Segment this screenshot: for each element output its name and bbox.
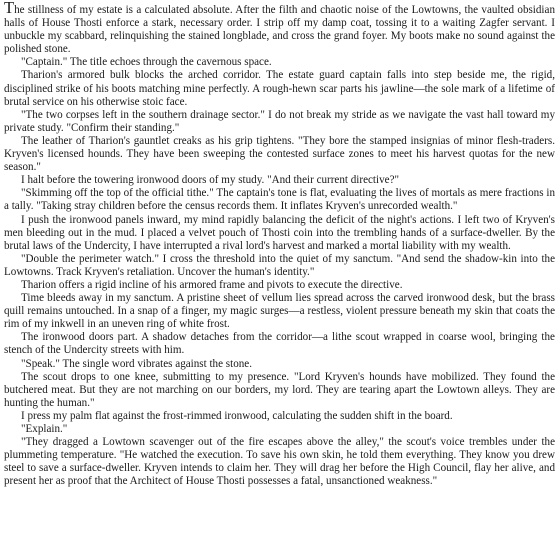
paragraph-3: Tharion's armored bulk blocks the arched corridor. The estate guard captain falls into step beside me, the rigid, disciplined strike of his boots matching mine perfectly. A rough-hewn scar parts his jawline—the sole mark of a lifetime of brutal service on his otherwise stoic face. [4, 69, 555, 108]
paragraph-17: "They dragged a Lowtown scavenger out of the fire escapes above the alley," the scout's voice trembles under the plummeting temperature. "He watched the execution. To save his own skin, he told them everything. They know you drew steel to save a surface-dweller. Kryven intends to claim her. They will drag her before the High Council, flay her alive, and present her as proof that the Architect of House Thosti possesses a fatal, unsanctioned weakness." [4, 436, 555, 488]
paragraph-7: "Skimming off the top of the official tithe." The captain's tone is flat, evaluating the lives of mortals as mere fractions in a tally. "Taking stray children before the census records them. It inflates Kryven's unrecorded wealth." [4, 187, 555, 213]
paragraph-12: The ironwood doors part. A shadow detaches from the corridor—a lithe scout wrapped in coarse wool, bringing the stench of the Undercity streets with him. [4, 331, 555, 357]
paragraph-6: I halt before the towering ironwood doors of my study. "And their current directive?" [21, 174, 400, 187]
paragraph-14: The scout drops to one knee, submitting to my presence. "Lord Kryven's hounds have mobilized. They found the butchered meat. But they are not marching on our borders, my lord. They are tearing apart the Lowtown alleys. They are hunting the human." [4, 370, 555, 409]
paragraph-11: Time bleeds away in my sanctum. A pristine sheet of vellum lies spread across the carved ironwood desk, but the brass quill remains untouched. In a snap of a finger, my magic surges—a restless, violent pressure beneath my skin that coats the rim of my inkwell in an uneven ring of white frost. [4, 292, 555, 331]
paragraph-2: "Captain." The title echoes through the cavernous space. [21, 56, 272, 69]
paragraph-10: Tharion offers a rigid incline of his armored frame and pivots to execute the directive. [21, 278, 403, 291]
paragraph-1-text: he stillness of my estate is a calculated absolute. After the filth and chaotic noise of the Lowtowns, the vaulted obsidian halls of House Thosti enforce a stark, necessary order. I strip off my damp coat, tossing it to a waiting Zagfer servant. I unbuckle my scabbard, relinquishing the stained longblade, and cross the grand foyer. My boots make no sound against the polished stone. [4, 4, 555, 56]
drop-cap: T [4, 0, 15, 17]
paragraph-8: I push the ironwood panels inward, my mind rapidly balancing the deficit of the night's actions. I left two of Kryven's men bleeding out in the mud. I placed a velvet pouch of Thosti coin into the trembling hands of a surface-dweller. By the brutal laws of the Undercity, I have interrupted a rival lord's harvest and marked a mortal liability with my wealth. [4, 213, 555, 252]
paragraph-4: "The two corpses left in the southern drainage sector." I do not break my stride as we navigate the vast hall toward my private study. "Confirm their standing." [4, 108, 555, 134]
paragraph-16: "Explain." [21, 423, 68, 435]
paragraph-1 [4, 2, 555, 56]
paragraph-13: "Speak." The single word vibrates against the stone. [21, 357, 252, 370]
paragraph-5: The leather of Tharion's gauntlet creaks as his grip tightens. "They bore the stamped insignias of minor flesh-traders. Kryven's licensed hounds. They have been sweeping the contested surface zones to meet his harvest quotas for the new season." [4, 134, 555, 174]
paragraph-9: "Double the perimeter watch." I cross the threshold into the quiet of my sanctum. "And send the shadow-kin into the Lowtowns. Track Kryven's retaliation. Uncover the human's identity." [4, 252, 555, 278]
paragraph-15: I press my palm flat against the frost-rimmed ironwood, calculating the sudden shift in the board. [21, 409, 453, 422]
